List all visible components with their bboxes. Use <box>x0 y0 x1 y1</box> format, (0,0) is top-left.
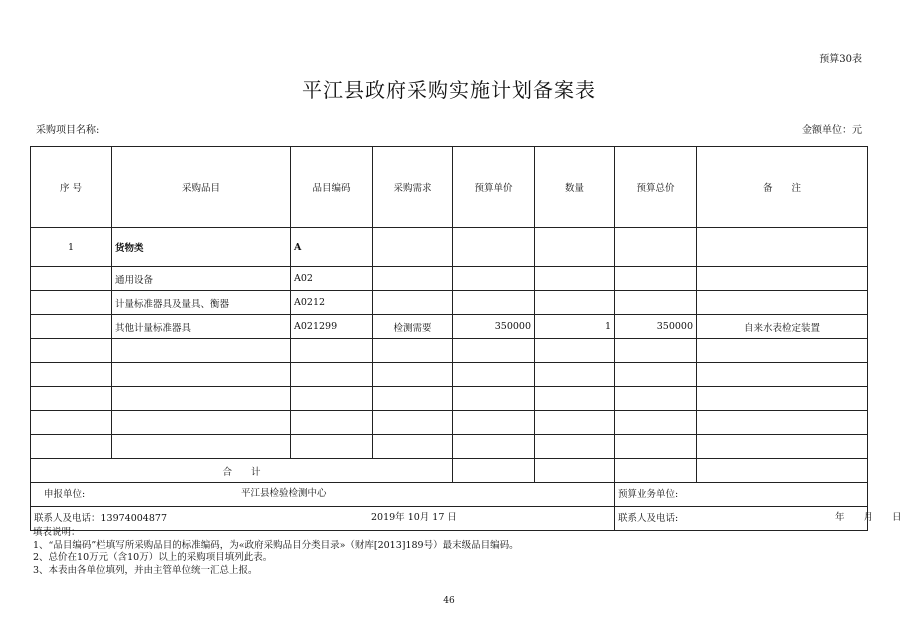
empty-row <box>31 387 868 411</box>
cell-remark <box>697 267 868 291</box>
applicant-row <box>31 483 868 507</box>
cell-remark <box>697 228 868 267</box>
applicant-value: 平江县检验检测中心 <box>241 488 327 499</box>
table-row <box>31 228 868 267</box>
empty-row <box>31 339 868 363</box>
note-item: 1、“品目编码”栏填写所采购品目的标准编码，为«政府采购品目分类目录»（财库[2013]189号）最末级品目编码。 <box>33 539 519 551</box>
cell-remark <box>697 291 868 315</box>
cell-code: A <box>291 228 373 267</box>
cell-total-price <box>615 228 697 267</box>
notes-heading: 填表说明： <box>33 527 81 538</box>
empty-row <box>31 411 868 435</box>
cell-quantity <box>535 267 615 291</box>
total-label: 合 计 <box>31 459 453 483</box>
cell-quantity: 1 <box>535 315 615 339</box>
cell-seq <box>31 315 112 339</box>
col-header-remark: 备 注 <box>697 147 868 228</box>
date-left: 2019年 10月 17 日 <box>371 512 457 523</box>
cell-unit-price: 350000 <box>453 315 535 339</box>
note-item: 2、总价在10万元（含10万）以上的采购项目填列此表。 <box>33 552 273 563</box>
table-header-row <box>31 147 868 228</box>
date-right: 年 月 日 <box>835 512 902 523</box>
cell-code: A0212 <box>291 291 373 315</box>
cell-need <box>373 291 453 315</box>
page-number: 46 <box>443 596 455 606</box>
cell-quantity <box>535 228 615 267</box>
procurement-plan-table <box>30 146 902 531</box>
applicant-label: 申报单位: <box>44 488 86 500</box>
col-header-quantity: 数量 <box>535 147 615 228</box>
cell-need <box>373 228 453 267</box>
cell-remark: 自来水表检定装置 <box>697 315 868 339</box>
table-number: 预算30表 <box>819 54 862 65</box>
cell-total-price: 350000 <box>615 315 697 339</box>
cell-item: 计量标准器具及量具、衡器 <box>112 291 291 315</box>
cell-item: 货物类 <box>112 228 291 267</box>
cell-total-price <box>615 291 697 315</box>
cell-unit-price <box>453 267 535 291</box>
cell-item: 其他计量标准器具 <box>112 315 291 339</box>
project-name-label: 采购项目名称: <box>36 125 100 136</box>
contact-right-label: 联系人及电话: <box>618 512 679 524</box>
empty-row <box>31 435 868 459</box>
cell-need: 检测需要 <box>373 315 453 339</box>
contact-left: 联系人及电话：13974004877 <box>34 512 167 524</box>
col-header-item: 采购品目 <box>112 147 291 228</box>
budget-unit-label: 预算业务单位: <box>615 483 868 507</box>
cell-item: 通用设备 <box>112 267 291 291</box>
col-header-unit-price: 预算单价 <box>453 147 535 228</box>
cell-code: A02 <box>291 267 373 291</box>
col-header-need: 采购需求 <box>373 147 453 228</box>
amount-unit-label: 金额单位：元 <box>802 125 862 136</box>
cell-seq: 1 <box>31 228 112 267</box>
empty-row <box>31 363 868 387</box>
col-header-code: 品目编码 <box>291 147 373 228</box>
table-row <box>31 267 868 291</box>
cell-quantity <box>535 291 615 315</box>
cell-seq <box>31 291 112 315</box>
cell-unit-price <box>453 291 535 315</box>
total-row <box>31 459 868 483</box>
table-row <box>31 315 868 339</box>
cell-seq <box>31 267 112 291</box>
cell-unit-price <box>453 228 535 267</box>
page-title: 平江县政府采购实施计划备案表 <box>302 78 596 102</box>
notes-block <box>33 527 519 577</box>
col-header-seq: 序 号 <box>31 147 112 228</box>
cell-total-price <box>615 267 697 291</box>
cell-need <box>373 267 453 291</box>
col-header-total-price: 预算总价 <box>615 147 697 228</box>
note-item: 3、本表由各单位填列，并由主管单位统一汇总上报。 <box>33 564 258 576</box>
cell-code: A021299 <box>291 315 373 339</box>
table-row <box>31 291 868 315</box>
